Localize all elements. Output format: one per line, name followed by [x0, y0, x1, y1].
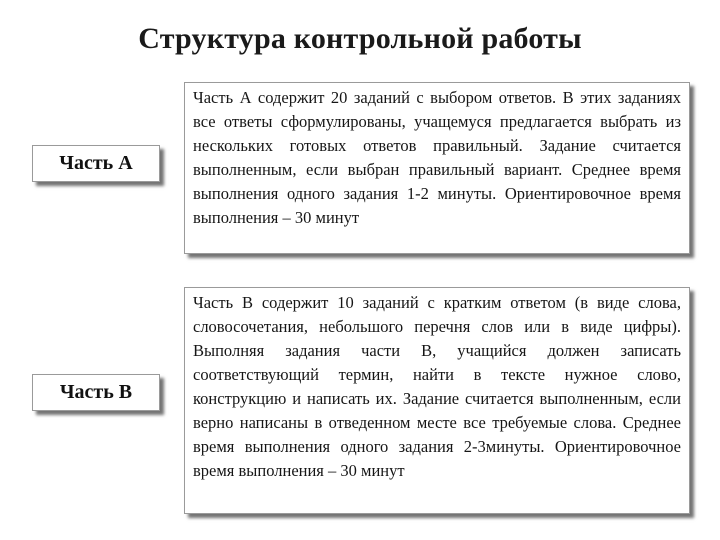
slide-title: Структура контрольной работы: [138, 22, 582, 55]
part-b-label: Часть В: [32, 374, 160, 411]
part-a-description: Часть А содержит 20 заданий с выбором ответов. В этих заданиях все ответы сформулированы, учащемуся предлагается выбрать из нескольких готовых ответов правильный. Задание считается выполненным, если выбран правильный вариант. Среднее время выполнения одного задания 1-2 минуты. Ориентировочное время выполнения – 30 минут: [184, 82, 690, 254]
part-a-label: Часть А: [32, 145, 160, 182]
part-b-description: Часть В содержит 10 заданий с кратким ответом (в виде слова, словосочетания, небольшого перечня слов или в виде цифры). Выполняя задания части В, учащийся должен записать соответствующий термин, найти в тексте нужное слово, конструкцию и написать их. Задание считается выполненным, если верно написаны в отведенном месте все требуемые слова. Среднее время выполнения одного задания 2-3минуты. Ориентировочное время выполнения – 30 минут: [184, 287, 690, 514]
